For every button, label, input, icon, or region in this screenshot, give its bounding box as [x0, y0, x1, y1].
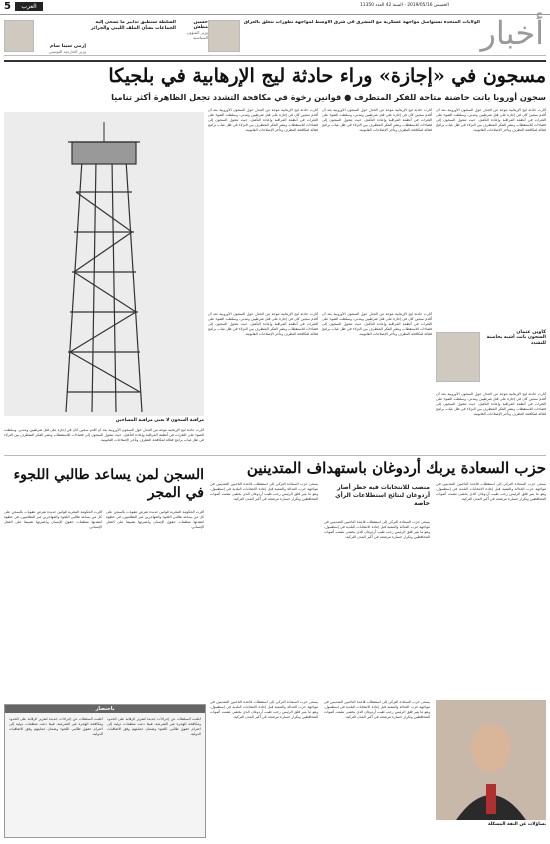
prisons-headline: السجن لمن يساعد طالبي اللجوء في المجر	[13, 467, 204, 501]
watchtower-photo	[4, 112, 204, 416]
main-body-col1: أثارت حادثة ليج الإرهابية موجة من الجدل حول السجون الأوروبية بعد أن أقدم سجين كان في إجازة على قتل شرطيين ومدني، وسلطت الضوء على الثغرات في أنظمة المراقبة وإعادة التأهيل، حيث تتحول السجون إلى فضاءات للاستقطاب ونشر الفكر المتطرف بين النزلاء في ظل غياب برامج فعالة لمكافحة التطرف وتأخر الإصلاحات القانونية.	[436, 108, 546, 132]
divider	[4, 55, 546, 56]
erdogan-photo-caption: تساؤلات عن الثقة المشكلة	[487, 822, 546, 827]
pull-quote-name: كاوين عثمان	[516, 330, 546, 335]
main-subheadline: سجون أوروبا باتت حاضنة متاحة للفكر المتطرف ● قوانين رخوة في مكافحة التشدد تجعل الظاهرة أكثر تناميا	[111, 92, 546, 102]
person1-name: حسين مطش	[193, 20, 208, 30]
pull-quote-text: السجون باتت أشبه بحاضنة للتشدد	[486, 335, 546, 346]
main-body-col3: أثارت حادثة ليج الإرهابية موجة من الجدل حول السجون الأوروبية بعد أن أقدم سجين كان في إجازة على قتل شرطيين ومدني، وسلطت الضوء على الثغرات في أنظمة المراقبة وإعادة التأهيل، حيث تتحول السجون إلى فضاءات للاستقطاب ونشر الفكر المتطرف بين النزلاء في ظل غياب برامج فعالة لمكافحة التطرف وتأخر الإصلاحات القانونية.	[208, 108, 318, 132]
turkey-body-col2: يسعى حزب السعادة التركي إلى استقطاب قاعدة الناخبين المتدينين في مواجهة حزب العدالة والتنمية قبل إعادة الانتخابات البلدية في إسطنبول، وهو ما يثير قلق الرئيس رجب طيب أردوغان الذي يخشى تشتت أصوات المحافظين وتكرار خسارة مرشحه في أكبر المدن التركية.	[324, 520, 430, 539]
prisons-body-col1: أقرت الحكومة المجرية قوانين جديدة تفرض عقوبات بالسجن على كل من يساعد طالبي اللجوء والمهاجرين غير النظاميين، في خطوة انتقدتها منظمات حقوق الإنسان واعتبرتها تضييقا على العمل الإنساني.	[106, 510, 204, 529]
turkey-body-col3: يسعى حزب السعادة التركي إلى استقطاب قاعدة الناخبين المتدينين في مواجهة حزب العدالة والتنمية قبل إعادة الانتخابات البلدية في إسطنبول، وهو ما يثير قلق الرئيس رجب طيب أردوغان الذي يخشى تشتت أصوات المحافظين وتكرار خسارة مرشحه في أكبر المدن التركية.	[210, 482, 318, 501]
page-number: 5	[4, 1, 11, 12]
turkey-highlight: منصب للانتخابات فيه خطر أصار أردوغان لنتائج استطلاعات الرأي خاصة	[335, 484, 430, 507]
turkey-body-col4: يسعى حزب السعادة التركي إلى استقطاب قاعدة الناخبين المتدينين في مواجهة حزب العدالة والتنمية قبل إعادة الانتخابات البلدية في إسطنبول، وهو ما يثير قلق الرئيس رجب طيب أردوغان الذي يخشى تشتت أصوات المحافظين وتكرار خسارة مرشحه في أكبر المدن التركية.	[324, 700, 430, 719]
person2-caption	[34, 44, 86, 54]
brief-title: باختصار	[5, 705, 205, 713]
section-title: أخبار	[480, 14, 544, 52]
brief-body-col1: أعلنت السلطات عن إجراءات جديدة لتعزيز الرقابة على الحدود ومكافحة الهجرة غير الشرعية، فيما دعت منظمات دولية إلى احترام حقوق طالبي اللجوء وضمان حمايتهم وفق الاتفاقيات الدولية.	[107, 717, 201, 736]
main-body-col2: أثارت حادثة ليج الإرهابية موجة من الجدل حول السجون الأوروبية بعد أن أقدم سجين كان في إجازة على قتل شرطيين ومدني، وسلطت الضوء على الثغرات في أنظمة المراقبة وإعادة التأهيل، حيث تتحول السجون إلى فضاءات للاستقطاب ونشر الفكر المتطرف بين النزلاء في ظل غياب برامج فعالة لمكافحة التطرف وتأخر الإصلاحات القانونية.	[322, 108, 432, 132]
divider	[4, 455, 546, 456]
main-body-col1-cont: أثارت حادثة ليج الإرهابية موجة من الجدل حول السجون الأوروبية بعد أن أقدم سجين كان في إجازة على قتل شرطيين ومدني، وسلطت الضوء على الثغرات في أنظمة المراقبة وإعادة التأهيل، حيث تتحول السجون إلى فضاءات للاستقطاب ونشر الفكر المتطرف بين النزلاء في ظل غياب برامج فعالة لمكافحة التطرف وتأخر الإصلاحات القانونية.	[436, 392, 546, 416]
person2-quote: السلطة ستطبق تدابير ما تسعى إليه الجماعات بشأن الملف الليبي والجزائر	[90, 20, 176, 31]
brief-body-col2: أعلنت السلطات عن إجراءات جديدة لتعزيز الرقابة على الحدود ومكافحة الهجرة غير الشرعية، فيما دعت منظمات دولية إلى احترام حقوق طالبي اللجوء وضمان حمايتهم وفق الاتفاقيات الدولية.	[9, 717, 103, 736]
main-body-col2-cont: أثارت حادثة ليج الإرهابية موجة من الجدل حول السجون الأوروبية بعد أن أقدم سجين كان في إجازة على قتل شرطيين ومدني، وسلطت الضوء على الثغرات في أنظمة المراقبة وإعادة التأهيل، حيث تتحول السجون إلى فضاءات للاستقطاب ونشر الفكر المتطرف بين النزلاء في ظل غياب برامج فعالة لمكافحة التطرف وتأخر الإصلاحات القانونية.	[322, 312, 432, 336]
pull-quote-box	[436, 330, 546, 386]
prisons-body-col2: أقرت الحكومة المجرية قوانين جديدة تفرض عقوبات بالسجن على كل من يساعد طالبي اللجوء والمهاجرين غير النظاميين، في خطوة انتقدتها منظمات حقوق الإنسان واعتبرتها تضييقا على العمل الإنساني.	[4, 510, 102, 529]
person1-caption	[180, 20, 208, 40]
issue-date: الخميس 2019/05/16 - السنة 42 العدد 11350	[360, 3, 449, 8]
person2-role: وزير الخارجية التونسي	[48, 49, 86, 54]
pull-quote-photo	[436, 332, 480, 382]
headline-rule	[4, 60, 546, 62]
person1-quote: الولايات المتحدة تستواصل مواجهة عسكرية مع المشرق في شرق الأوسط لمواجهة تطورات تتعلق بالعراق	[243, 20, 480, 25]
watchtower-illustration	[4, 112, 204, 416]
brief-box	[4, 704, 206, 838]
tower-photo-caption: مراقبة السجون لا تعني مراقبة المساجين	[115, 418, 204, 423]
newspaper-logo: العرب	[15, 2, 43, 11]
person1-role: وزير الشؤون السياسية	[186, 30, 208, 40]
person1-photo	[208, 20, 240, 52]
turkey-headline: حزب السعادة يربك أردوغان باستهداف المتدينين	[246, 459, 546, 477]
erdogan-illustration	[436, 700, 546, 820]
erdogan-photo	[436, 700, 546, 820]
person2-name: إرمي سينا سام	[49, 44, 86, 49]
turkey-body-col5: يسعى حزب السعادة التركي إلى استقطاب قاعدة الناخبين المتدينين في مواجهة حزب العدالة والتنمية قبل إعادة الانتخابات البلدية في إسطنبول، وهو ما يثير قلق الرئيس رجب طيب أردوغان الذي يخشى تشتت أصوات المحافظين وتكرار خسارة مرشحه في أكبر المدن التركية.	[210, 700, 318, 719]
person2-photo	[4, 20, 34, 52]
main-body-col3-cont: أثارت حادثة ليج الإرهابية موجة من الجدل حول السجون الأوروبية بعد أن أقدم سجين كان في إجازة على قتل شرطيين ومدني، وسلطت الضوء على الثغرات في أنظمة المراقبة وإعادة التأهيل، حيث تتحول السجون إلى فضاءات للاستقطاب ونشر الفكر المتطرف بين النزلاء في ظل غياب برامج فعالة لمكافحة التطرف وتأخر الإصلاحات القانونية.	[208, 312, 318, 336]
turkey-body-col1: يسعى حزب السعادة التركي إلى استقطاب قاعدة الناخبين المتدينين في مواجهة حزب العدالة والتنمية قبل إعادة الانتخابات البلدية في إسطنبول، وهو ما يثير قلق الرئيس رجب طيب أردوغان الذي يخشى تشتت أصوات المحافظين وتكرار خسارة مرشحه في أكبر المدن التركية.	[436, 482, 546, 501]
main-body-col4: أثارت حادثة ليج الإرهابية موجة من الجدل حول السجون الأوروبية بعد أن أقدم سجين كان في إجازة على قتل شرطيين ومدني، وسلطت الضوء على الثغرات في أنظمة المراقبة وإعادة التأهيل، حيث تتحول السجون إلى فضاءات للاستقطاب ونشر الفكر المتطرف بين النزلاء في ظل غياب برامج فعالة لمكافحة التطرف وتأخر الإصلاحات القانونية.	[4, 428, 204, 442]
main-headline: مسجون في «إجازة» وراء حادثة ليج الإرهابية في بلجيكا	[108, 65, 546, 87]
masthead-bar	[0, 0, 550, 15]
